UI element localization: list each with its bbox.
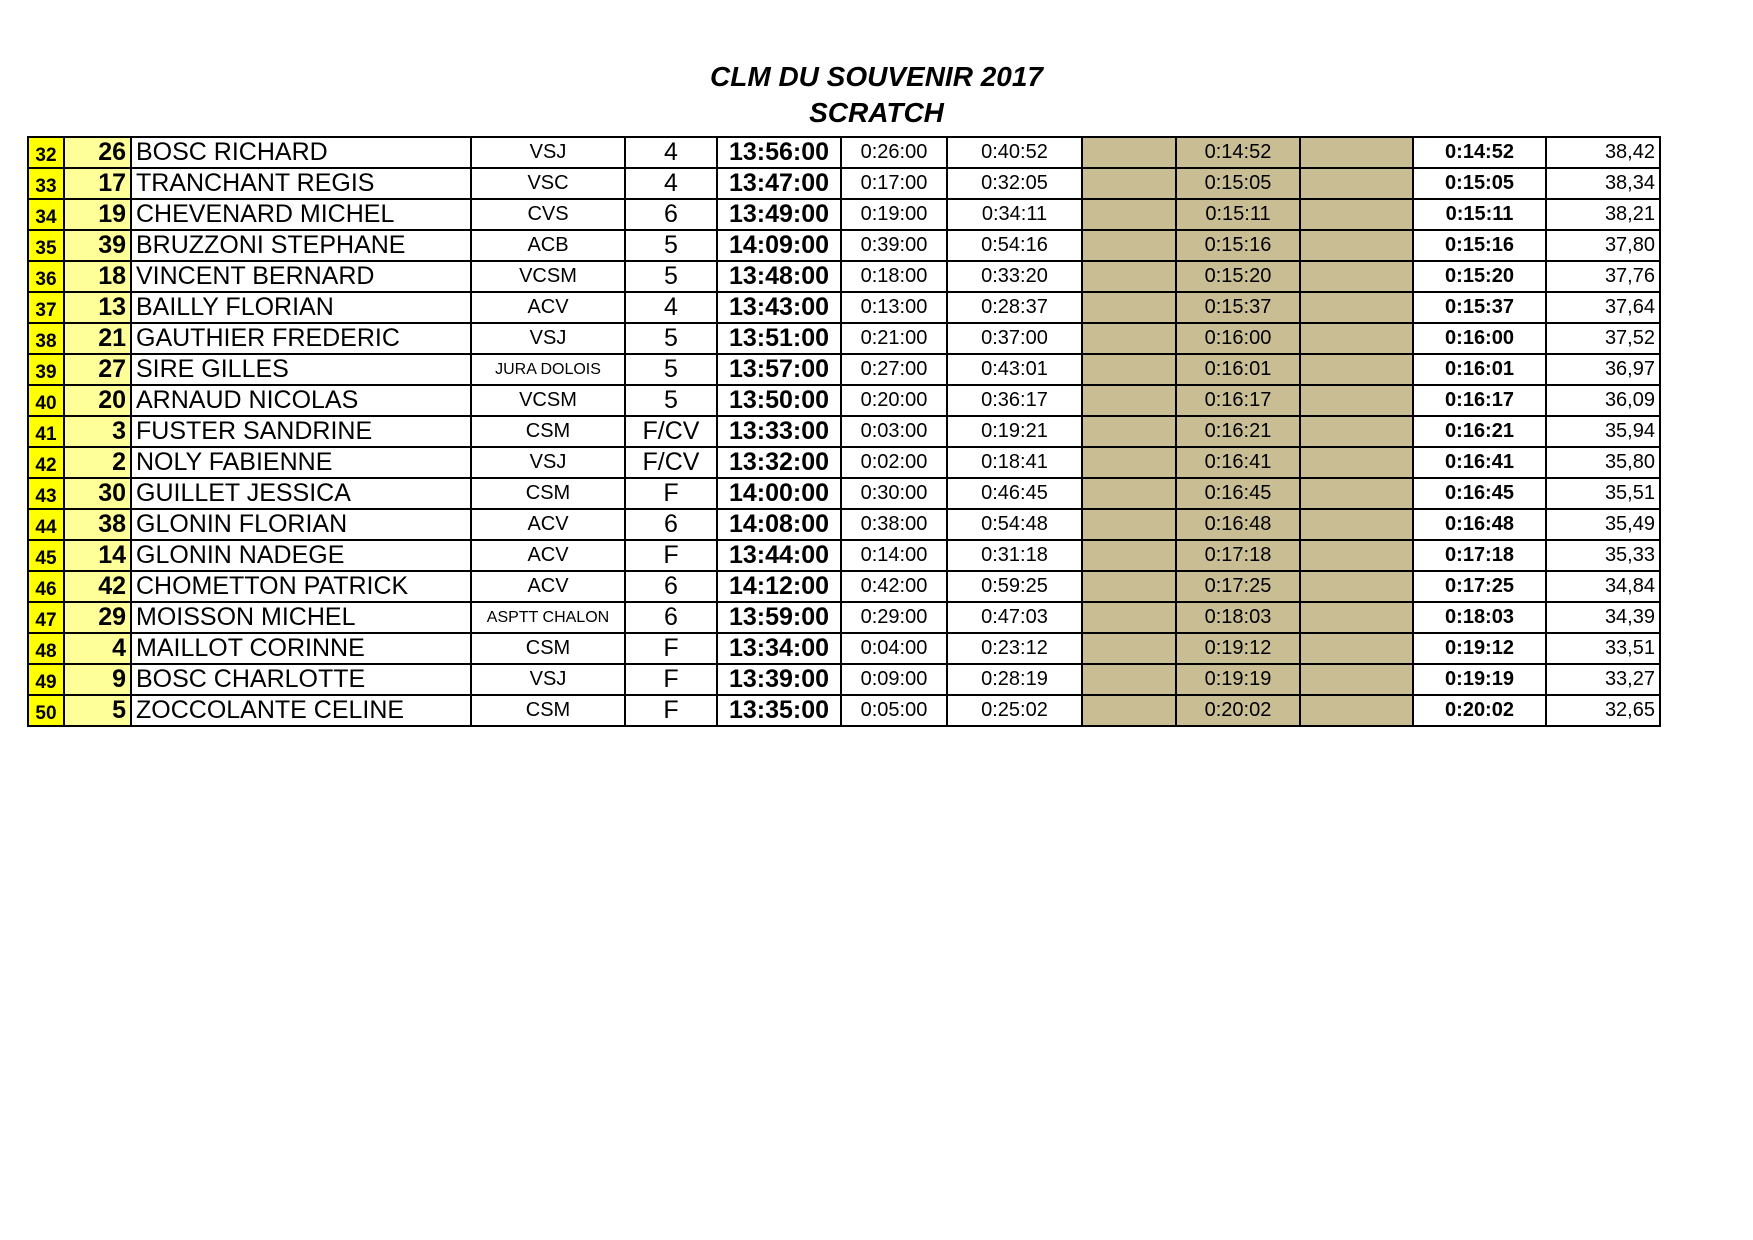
table-row: [28, 261, 1660, 292]
final-time-cell: 0:14:52: [1413, 137, 1546, 168]
rider-name-cell: CHOMETTON PATRICK: [131, 571, 471, 602]
race-time-cell: 0:15:16: [1176, 230, 1300, 261]
bib-cell: 20: [64, 385, 131, 416]
rank-cell: 49: [28, 664, 64, 695]
page-title: CLM DU SOUVENIR 2017: [710, 61, 1043, 92]
race-time-cell: 0:20:02: [1176, 695, 1300, 726]
race-time-cell: 0:17:18: [1176, 540, 1300, 571]
speed-cell: 37,80: [1546, 230, 1660, 261]
bib-cell: 39: [64, 230, 131, 261]
shaded-empty-cell: [1300, 509, 1413, 540]
speed-cell: 35,94: [1546, 416, 1660, 447]
club-cell: ACV: [471, 540, 625, 571]
bib-cell: 4: [64, 633, 131, 664]
arrival-time-cell: 0:54:16: [947, 230, 1082, 261]
race-time-cell: 0:16:21: [1176, 416, 1300, 447]
arrival-time-cell: 0:46:45: [947, 478, 1082, 509]
rider-name-cell: TRANCHANT REGIS: [131, 168, 471, 199]
table-row: [28, 478, 1660, 509]
final-time-cell: 0:16:45: [1413, 478, 1546, 509]
arrival-time-cell: 0:59:25: [947, 571, 1082, 602]
bib-cell: 19: [64, 199, 131, 230]
category-cell: 6: [625, 199, 717, 230]
bib-cell: 21: [64, 323, 131, 354]
speed-cell: 34,39: [1546, 602, 1660, 633]
club-cell: ACV: [471, 571, 625, 602]
start-offset-cell: 0:18:00: [841, 261, 947, 292]
start-offset-cell: 0:19:00: [841, 199, 947, 230]
bib-cell: 29: [64, 602, 131, 633]
club-cell: JURA DOLOIS: [471, 354, 625, 385]
start-offset-cell: 0:27:00: [841, 354, 947, 385]
start-offset-cell: 0:03:00: [841, 416, 947, 447]
table-row: [28, 323, 1660, 354]
final-time-cell: 0:20:02: [1413, 695, 1546, 726]
bib-cell: 30: [64, 478, 131, 509]
table-row: [28, 137, 1660, 168]
start-time-cell: 13:33:00: [717, 416, 841, 447]
shaded-empty-cell: [1082, 447, 1176, 478]
rank-cell: 42: [28, 447, 64, 478]
shaded-empty-cell: [1300, 292, 1413, 323]
rank-cell: 38: [28, 323, 64, 354]
shaded-empty-cell: [1300, 416, 1413, 447]
start-time-cell: 13:34:00: [717, 633, 841, 664]
shaded-empty-cell: [1082, 385, 1176, 416]
rider-name-cell: BAILLY FLORIAN: [131, 292, 471, 323]
bib-cell: 14: [64, 540, 131, 571]
rank-cell: 40: [28, 385, 64, 416]
arrival-time-cell: 0:25:02: [947, 695, 1082, 726]
start-time-cell: 14:08:00: [717, 509, 841, 540]
table-row: [28, 199, 1660, 230]
category-cell: 5: [625, 385, 717, 416]
shaded-empty-cell: [1082, 695, 1176, 726]
race-time-cell: 0:15:05: [1176, 168, 1300, 199]
final-time-cell: 0:16:17: [1413, 385, 1546, 416]
final-time-cell: 0:19:12: [1413, 633, 1546, 664]
shaded-empty-cell: [1300, 602, 1413, 633]
rider-name-cell: MAILLOT CORINNE: [131, 633, 471, 664]
speed-cell: 38,21: [1546, 199, 1660, 230]
arrival-time-cell: 0:28:19: [947, 664, 1082, 695]
results-body: [28, 137, 1660, 726]
club-cell: ASPTT CHALON: [471, 602, 625, 633]
rank-cell: 39: [28, 354, 64, 385]
shaded-empty-cell: [1300, 168, 1413, 199]
start-offset-cell: 0:02:00: [841, 447, 947, 478]
table-row: [28, 230, 1660, 261]
final-time-cell: 0:17:25: [1413, 571, 1546, 602]
table-row: [28, 571, 1660, 602]
rank-cell: 37: [28, 292, 64, 323]
rank-cell: 35: [28, 230, 64, 261]
table-row: [28, 447, 1660, 478]
shaded-empty-cell: [1300, 230, 1413, 261]
start-offset-cell: 0:04:00: [841, 633, 947, 664]
club-cell: ACV: [471, 292, 625, 323]
rank-cell: 43: [28, 478, 64, 509]
rider-name-cell: GLONIN NADEGE: [131, 540, 471, 571]
shaded-empty-cell: [1300, 199, 1413, 230]
final-time-cell: 0:16:48: [1413, 509, 1546, 540]
rider-name-cell: BOSC CHARLOTTE: [131, 664, 471, 695]
speed-cell: 35,33: [1546, 540, 1660, 571]
speed-cell: 37,52: [1546, 323, 1660, 354]
shaded-empty-cell: [1082, 261, 1176, 292]
rank-cell: 50: [28, 695, 64, 726]
category-cell: 4: [625, 292, 717, 323]
start-time-cell: 13:39:00: [717, 664, 841, 695]
table-row: [28, 385, 1660, 416]
start-time-cell: 14:09:00: [717, 230, 841, 261]
club-cell: CSM: [471, 633, 625, 664]
start-offset-cell: 0:13:00: [841, 292, 947, 323]
start-offset-cell: 0:09:00: [841, 664, 947, 695]
table-row: [28, 664, 1660, 695]
final-time-cell: 0:19:19: [1413, 664, 1546, 695]
start-time-cell: 13:44:00: [717, 540, 841, 571]
table-row: [28, 633, 1660, 664]
shaded-empty-cell: [1300, 137, 1413, 168]
shaded-empty-cell: [1300, 695, 1413, 726]
speed-cell: 33,51: [1546, 633, 1660, 664]
rider-name-cell: NOLY FABIENNE: [131, 447, 471, 478]
table-row: [28, 540, 1660, 571]
shaded-empty-cell: [1300, 571, 1413, 602]
arrival-time-cell: 0:43:01: [947, 354, 1082, 385]
category-cell: 4: [625, 137, 717, 168]
speed-cell: 38,42: [1546, 137, 1660, 168]
start-offset-cell: 0:42:00: [841, 571, 947, 602]
bib-cell: 2: [64, 447, 131, 478]
race-time-cell: 0:19:12: [1176, 633, 1300, 664]
start-offset-cell: 0:38:00: [841, 509, 947, 540]
rider-name-cell: GAUTHIER FREDERIC: [131, 323, 471, 354]
table-row: [28, 509, 1660, 540]
speed-cell: 37,64: [1546, 292, 1660, 323]
shaded-empty-cell: [1082, 292, 1176, 323]
race-time-cell: 0:16:41: [1176, 447, 1300, 478]
shaded-empty-cell: [1300, 478, 1413, 509]
final-time-cell: 0:15:11: [1413, 199, 1546, 230]
shaded-empty-cell: [1082, 664, 1176, 695]
bib-cell: 18: [64, 261, 131, 292]
category-cell: 6: [625, 602, 717, 633]
club-cell: VCSM: [471, 385, 625, 416]
final-time-cell: 0:18:03: [1413, 602, 1546, 633]
category-cell: 5: [625, 323, 717, 354]
race-time-cell: 0:16:17: [1176, 385, 1300, 416]
club-cell: VSJ: [471, 664, 625, 695]
bib-cell: 38: [64, 509, 131, 540]
shaded-empty-cell: [1082, 230, 1176, 261]
category-cell: F: [625, 633, 717, 664]
table-row: [28, 416, 1660, 447]
shaded-empty-cell: [1082, 602, 1176, 633]
start-time-cell: 13:59:00: [717, 602, 841, 633]
race-time-cell: 0:14:52: [1176, 137, 1300, 168]
category-cell: 5: [625, 261, 717, 292]
final-time-cell: 0:16:41: [1413, 447, 1546, 478]
rider-name-cell: VINCENT BERNARD: [131, 261, 471, 292]
arrival-time-cell: 0:23:12: [947, 633, 1082, 664]
bib-cell: 5: [64, 695, 131, 726]
shaded-empty-cell: [1300, 354, 1413, 385]
rider-name-cell: BOSC RICHARD: [131, 137, 471, 168]
rank-cell: 44: [28, 509, 64, 540]
start-offset-cell: 0:29:00: [841, 602, 947, 633]
shaded-empty-cell: [1300, 633, 1413, 664]
shaded-empty-cell: [1082, 168, 1176, 199]
rank-cell: 46: [28, 571, 64, 602]
final-time-cell: 0:15:16: [1413, 230, 1546, 261]
page-subtitle: SCRATCH: [809, 97, 944, 128]
speed-cell: 34,84: [1546, 571, 1660, 602]
speed-cell: 33,27: [1546, 664, 1660, 695]
club-cell: CSM: [471, 416, 625, 447]
speed-cell: 35,49: [1546, 509, 1660, 540]
final-time-cell: 0:15:05: [1413, 168, 1546, 199]
category-cell: F: [625, 540, 717, 571]
club-cell: VSJ: [471, 137, 625, 168]
club-cell: VSJ: [471, 323, 625, 354]
club-cell: VSC: [471, 168, 625, 199]
category-cell: F: [625, 478, 717, 509]
final-time-cell: 0:15:20: [1413, 261, 1546, 292]
rank-cell: 32: [28, 137, 64, 168]
category-cell: 4: [625, 168, 717, 199]
shaded-empty-cell: [1082, 509, 1176, 540]
rider-name-cell: FUSTER SANDRINE: [131, 416, 471, 447]
table-row: [28, 354, 1660, 385]
start-time-cell: 13:49:00: [717, 199, 841, 230]
start-time-cell: 13:35:00: [717, 695, 841, 726]
table-row: [28, 602, 1660, 633]
race-time-cell: 0:16:00: [1176, 323, 1300, 354]
start-offset-cell: 0:39:00: [841, 230, 947, 261]
rider-name-cell: BRUZZONI STEPHANE: [131, 230, 471, 261]
rider-name-cell: GLONIN FLORIAN: [131, 509, 471, 540]
speed-cell: 36,97: [1546, 354, 1660, 385]
race-time-cell: 0:18:03: [1176, 602, 1300, 633]
start-offset-cell: 0:14:00: [841, 540, 947, 571]
shaded-empty-cell: [1300, 664, 1413, 695]
shaded-empty-cell: [1082, 540, 1176, 571]
speed-cell: 37,76: [1546, 261, 1660, 292]
rider-name-cell: ZOCCOLANTE CELINE: [131, 695, 471, 726]
start-offset-cell: 0:26:00: [841, 137, 947, 168]
arrival-time-cell: 0:19:21: [947, 416, 1082, 447]
final-time-cell: 0:16:21: [1413, 416, 1546, 447]
shaded-empty-cell: [1082, 354, 1176, 385]
start-time-cell: 14:00:00: [717, 478, 841, 509]
bib-cell: 9: [64, 664, 131, 695]
speed-cell: 38,34: [1546, 168, 1660, 199]
arrival-time-cell: 0:37:00: [947, 323, 1082, 354]
start-time-cell: 13:50:00: [717, 385, 841, 416]
start-time-cell: 13:56:00: [717, 137, 841, 168]
race-time-cell: 0:15:20: [1176, 261, 1300, 292]
race-time-cell: 0:15:11: [1176, 199, 1300, 230]
table-row: [28, 168, 1660, 199]
category-cell: 5: [625, 230, 717, 261]
start-offset-cell: 0:21:00: [841, 323, 947, 354]
bib-cell: 3: [64, 416, 131, 447]
shaded-empty-cell: [1082, 199, 1176, 230]
race-time-cell: 0:16:01: [1176, 354, 1300, 385]
bib-cell: 42: [64, 571, 131, 602]
shaded-empty-cell: [1300, 261, 1413, 292]
race-time-cell: 0:16:45: [1176, 478, 1300, 509]
rider-name-cell: SIRE GILLES: [131, 354, 471, 385]
final-time-cell: 0:16:01: [1413, 354, 1546, 385]
club-cell: ACB: [471, 230, 625, 261]
final-time-cell: 0:16:00: [1413, 323, 1546, 354]
rank-cell: 45: [28, 540, 64, 571]
arrival-time-cell: 0:33:20: [947, 261, 1082, 292]
results-table: [27, 136, 1661, 727]
category-cell: F: [625, 695, 717, 726]
bib-cell: 27: [64, 354, 131, 385]
rank-cell: 48: [28, 633, 64, 664]
bib-cell: 26: [64, 137, 131, 168]
start-time-cell: 13:43:00: [717, 292, 841, 323]
rider-name-cell: MOISSON MICHEL: [131, 602, 471, 633]
speed-cell: 36,09: [1546, 385, 1660, 416]
final-time-cell: 0:15:37: [1413, 292, 1546, 323]
arrival-time-cell: 0:28:37: [947, 292, 1082, 323]
bib-cell: 17: [64, 168, 131, 199]
shaded-empty-cell: [1300, 385, 1413, 416]
rider-name-cell: GUILLET JESSICA: [131, 478, 471, 509]
race-time-cell: 0:19:19: [1176, 664, 1300, 695]
club-cell: ACV: [471, 509, 625, 540]
club-cell: VSJ: [471, 447, 625, 478]
rider-name-cell: ARNAUD NICOLAS: [131, 385, 471, 416]
start-time-cell: 13:48:00: [717, 261, 841, 292]
rank-cell: 41: [28, 416, 64, 447]
start-time-cell: 13:32:00: [717, 447, 841, 478]
start-time-cell: 14:12:00: [717, 571, 841, 602]
shaded-empty-cell: [1082, 323, 1176, 354]
shaded-empty-cell: [1300, 540, 1413, 571]
arrival-time-cell: 0:47:03: [947, 602, 1082, 633]
final-time-cell: 0:17:18: [1413, 540, 1546, 571]
category-cell: F: [625, 664, 717, 695]
start-time-cell: 13:57:00: [717, 354, 841, 385]
bib-cell: 13: [64, 292, 131, 323]
start-time-cell: 13:47:00: [717, 168, 841, 199]
category-cell: 6: [625, 509, 717, 540]
start-time-cell: 13:51:00: [717, 323, 841, 354]
shaded-empty-cell: [1082, 633, 1176, 664]
shaded-empty-cell: [1082, 478, 1176, 509]
rider-name-cell: CHEVENARD MICHEL: [131, 199, 471, 230]
club-cell: VCSM: [471, 261, 625, 292]
arrival-time-cell: 0:31:18: [947, 540, 1082, 571]
arrival-time-cell: 0:40:52: [947, 137, 1082, 168]
arrival-time-cell: 0:32:05: [947, 168, 1082, 199]
rank-cell: 34: [28, 199, 64, 230]
club-cell: CSM: [471, 478, 625, 509]
shaded-empty-cell: [1082, 137, 1176, 168]
race-time-cell: 0:15:37: [1176, 292, 1300, 323]
club-cell: CVS: [471, 199, 625, 230]
shaded-empty-cell: [1082, 571, 1176, 602]
club-cell: CSM: [471, 695, 625, 726]
start-offset-cell: 0:20:00: [841, 385, 947, 416]
race-time-cell: 0:17:25: [1176, 571, 1300, 602]
table-row: [28, 695, 1660, 726]
arrival-time-cell: 0:34:11: [947, 199, 1082, 230]
speed-cell: 35,51: [1546, 478, 1660, 509]
table-row: [28, 292, 1660, 323]
arrival-time-cell: 0:18:41: [947, 447, 1082, 478]
start-offset-cell: 0:30:00: [841, 478, 947, 509]
rank-cell: 47: [28, 602, 64, 633]
start-offset-cell: 0:05:00: [841, 695, 947, 726]
rank-cell: 36: [28, 261, 64, 292]
race-time-cell: 0:16:48: [1176, 509, 1300, 540]
speed-cell: 32,65: [1546, 695, 1660, 726]
shaded-empty-cell: [1300, 447, 1413, 478]
category-cell: F/CV: [625, 416, 717, 447]
rank-cell: 33: [28, 168, 64, 199]
arrival-time-cell: 0:54:48: [947, 509, 1082, 540]
category-cell: 5: [625, 354, 717, 385]
start-offset-cell: 0:17:00: [841, 168, 947, 199]
category-cell: 6: [625, 571, 717, 602]
speed-cell: 35,80: [1546, 447, 1660, 478]
shaded-empty-cell: [1082, 416, 1176, 447]
category-cell: F/CV: [625, 447, 717, 478]
arrival-time-cell: 0:36:17: [947, 385, 1082, 416]
shaded-empty-cell: [1300, 323, 1413, 354]
